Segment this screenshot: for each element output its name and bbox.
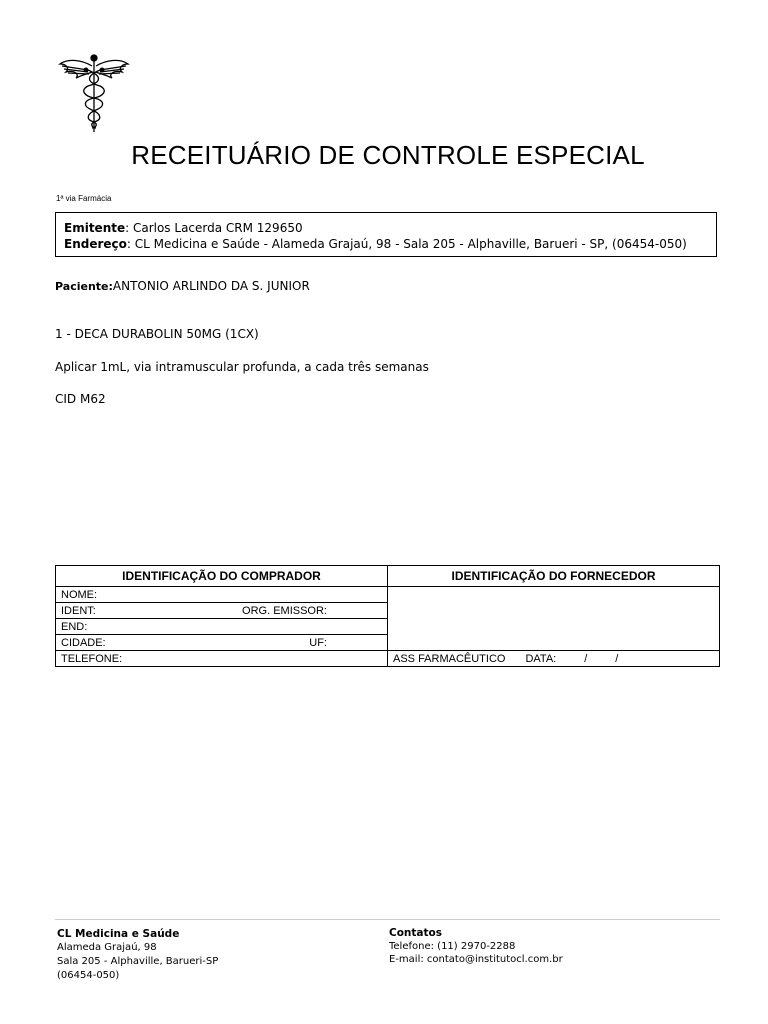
prescription-cid: CID M62 — [55, 392, 106, 406]
paciente-label: Paciente: — [55, 280, 113, 293]
data-label: DATA: — [525, 652, 557, 665]
comprador-header: IDENTIFICAÇÃO DO COMPRADOR — [56, 566, 388, 587]
prescription-instructions: Aplicar 1mL, via intramuscular profunda, a cada três semanas — [55, 360, 429, 374]
footer-clinic — [57, 927, 218, 983]
emitente-line: Emitente: Carlos Lacerda CRM 129650 — [64, 221, 303, 235]
prescription-item: 1 - DECA DURABOLIN 50MG (1CX) — [55, 327, 259, 341]
emitente-box — [55, 212, 717, 257]
paciente-value: ANTONIO ARLINDO DA S. JUNIOR — [112, 279, 310, 293]
end-field[interactable]: END: — [56, 619, 388, 635]
endereco-line: Endereço: CL Medicina e Saúde - Alameda Grajaú, 98 - Sala 205 - Alphaville, Barueri - SP, (06454-050) — [64, 237, 687, 251]
ident-label: IDENT: — [61, 604, 96, 617]
ass-farmaceutico-label: ASS FARMACÊUTICO — [393, 652, 506, 665]
footer-divider — [55, 919, 720, 920]
footer-phone[interactable]: Telefone: (11) 2970-2288 — [389, 941, 516, 952]
footer-email[interactable]: E-mail: contato@institutocl.com.br — [389, 954, 563, 965]
document-title: RECEITUÁRIO DE CONTROLE ESPECIAL — [131, 140, 645, 170]
footer-address-line1: Alameda Grajaú, 98 — [57, 942, 157, 953]
footer-contacts — [389, 927, 563, 966]
cidade-label: CIDADE: — [61, 636, 106, 649]
emitente-label: Emitente — [64, 221, 126, 235]
telefone-field[interactable]: TELEFONE: — [56, 651, 388, 667]
cidade-row[interactable] — [56, 635, 388, 651]
paciente-line — [55, 279, 310, 293]
footer-address-line3: (06454-050) — [57, 970, 120, 981]
endereco-value: CL Medicina e Saúde - Alameda Grajaú, 98 - Sala 205 - Alphaville, Barueri - SP, (06454-050) — [134, 237, 687, 251]
fornecedor-header: IDENTIFICAÇÃO DO FORNECEDOR — [388, 566, 720, 587]
uf-label: UF: — [309, 636, 327, 649]
date-slash-1: / — [584, 652, 588, 665]
emitente-value: Carlos Lacerda CRM 129650 — [132, 221, 303, 235]
identification-table — [55, 565, 720, 667]
via-label: 1ª via Farmácia — [56, 194, 112, 203]
date-slash-2: / — [615, 652, 619, 665]
farmaceutico-row[interactable] — [388, 651, 720, 667]
footer-clinic-name: CL Medicina e Saúde — [57, 928, 180, 940]
footer-address-line2: Sala 205 - Alphaville, Barueri-SP — [57, 956, 219, 967]
fornecedor-area[interactable] — [388, 587, 720, 651]
caduceus-logo — [58, 52, 130, 134]
org-emissor-label: ORG. EMISSOR: — [242, 604, 327, 617]
footer-contacts-title: Contatos — [389, 927, 442, 939]
nome-field[interactable]: NOME: — [56, 587, 388, 603]
endereco-label: Endereço — [64, 237, 127, 251]
ident-row[interactable] — [56, 603, 388, 619]
